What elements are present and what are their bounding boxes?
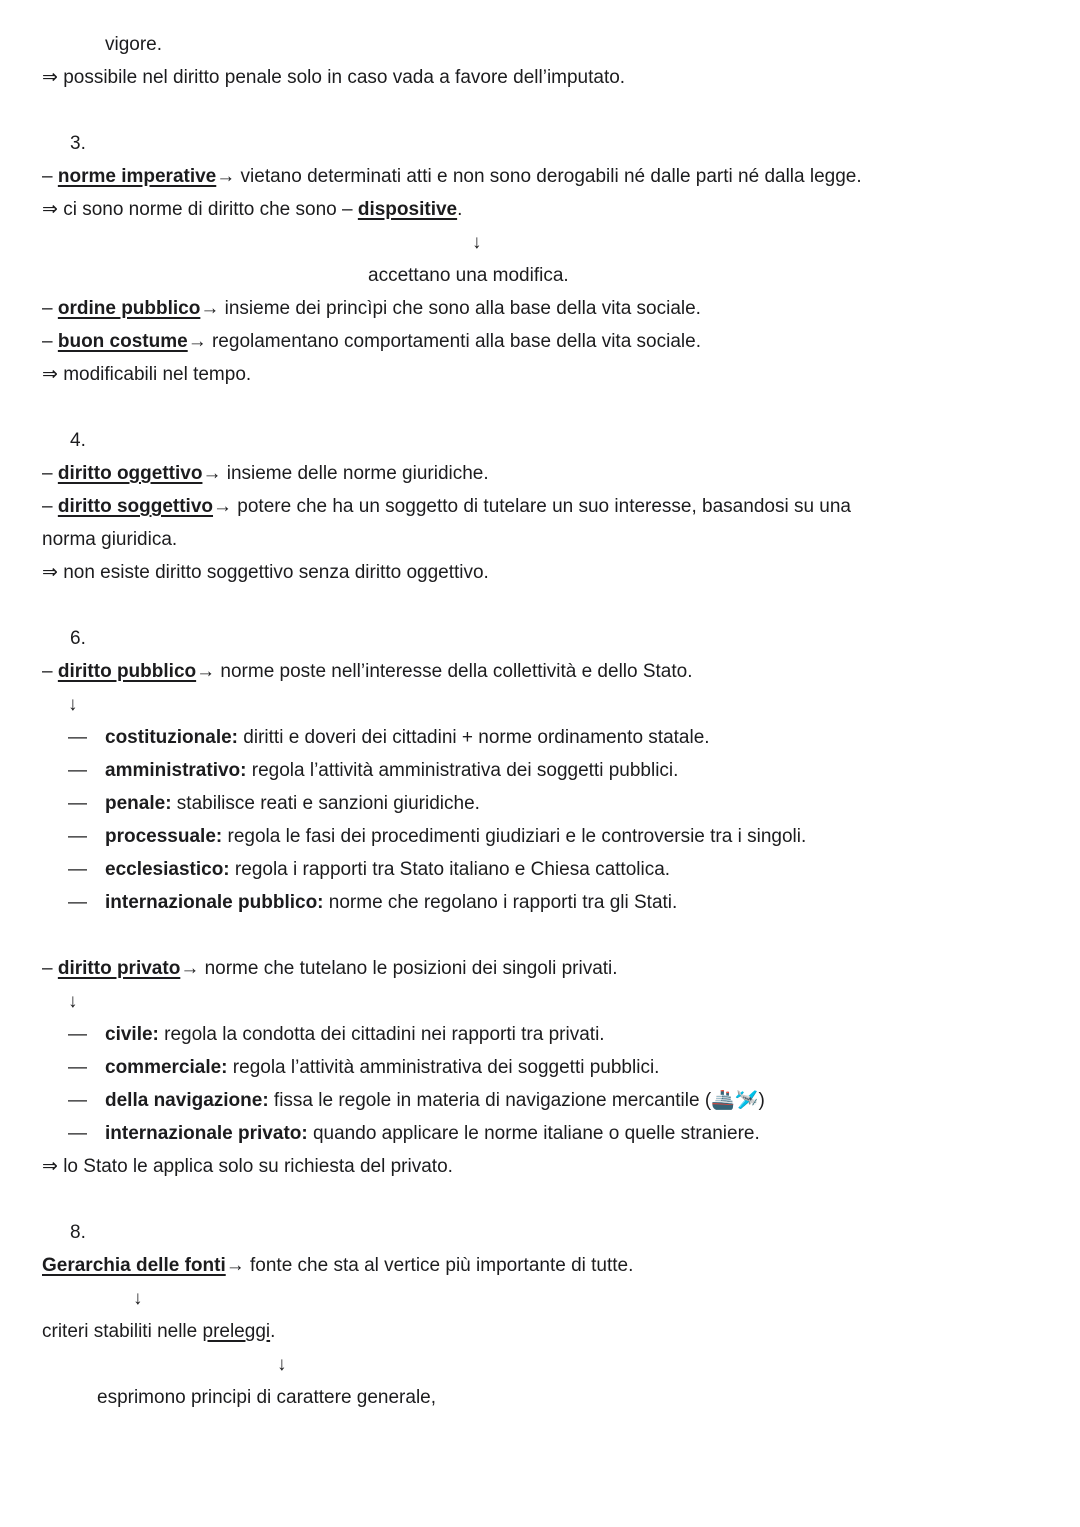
- text-segment: ⇒ lo Stato le applica solo su richiesta del privato.: [42, 1156, 453, 1177]
- text-segment: accettano una modifica.: [368, 265, 569, 286]
- sub-term: civile:: [105, 1024, 159, 1045]
- arrow-right: →: [200, 298, 220, 319]
- blank-line: [42, 1183, 1038, 1216]
- text-segment: norme poste nell’interesse della collettività e dello Stato.: [215, 661, 693, 682]
- text-segment: regolamentano comportamenti alla base della vita sociale.: [206, 331, 701, 352]
- key-term: norme imperative: [57, 166, 217, 187]
- text-segment: esprimono principi di carattere generale,: [97, 1387, 437, 1408]
- text-segment: –: [42, 958, 58, 979]
- document-line: [42, 1249, 1038, 1282]
- key-term: diritto oggettivo: [57, 463, 203, 484]
- document-line: [42, 1150, 1038, 1183]
- document-line: [42, 523, 1038, 556]
- list-dash: —: [68, 892, 87, 913]
- blank-line: [42, 94, 1038, 127]
- arrow-down: ↓: [68, 991, 78, 1012]
- text-segment: –: [42, 661, 58, 682]
- arrow-down: ↓: [277, 1354, 287, 1375]
- key-term: ordine pubblico: [57, 298, 201, 319]
- document-line: [42, 754, 1038, 787]
- document-line: [42, 655, 1038, 688]
- text-segment: norme che regolano i rapporti tra gli Stati.: [323, 892, 678, 913]
- text-segment: norma giuridica.: [42, 529, 178, 550]
- document-line: [42, 1018, 1038, 1051]
- text-segment: regola la condotta dei cittadini nei rapporti tra privati.: [158, 1024, 605, 1045]
- document-line: [42, 226, 1038, 259]
- document-line: [42, 490, 1038, 523]
- list-dash: —: [68, 760, 87, 781]
- key-term: buon costume: [57, 331, 188, 352]
- text-segment: insieme delle norme giuridiche.: [221, 463, 489, 484]
- text-segment: stabilisce reati e sanzioni giuridiche.: [171, 793, 480, 814]
- document-line: [42, 28, 1038, 61]
- sub-term: commerciale:: [105, 1057, 228, 1078]
- document-line: [42, 1051, 1038, 1084]
- document-line: [42, 1117, 1038, 1150]
- sub-term: penale:: [105, 793, 172, 814]
- text-segment: norme che tutelano le posizioni dei singoli privati.: [199, 958, 618, 979]
- text-segment: –: [42, 496, 58, 517]
- sub-term: amministrativo:: [105, 760, 247, 781]
- key-term: dispositive: [357, 199, 458, 220]
- document-line: [42, 886, 1038, 919]
- sub-term: della navigazione:: [105, 1090, 269, 1111]
- document-line: [42, 61, 1038, 94]
- text-segment: fissa le regole in materia di navigazione mercantile (: [268, 1090, 712, 1111]
- text-segment: regola l’attività amministrativa dei soggetti pubblici.: [246, 760, 679, 781]
- key-term: preleggi: [202, 1321, 271, 1342]
- text-segment: fonte che sta al vertice più importante di tutte.: [244, 1255, 634, 1276]
- document-line: [42, 424, 1038, 457]
- text-segment: criteri stabiliti nelle: [42, 1321, 203, 1342]
- text-segment: potere che ha un soggetto di tutelare un suo interesse, basandosi su una: [232, 496, 851, 517]
- arrow-down: ↓: [472, 232, 482, 253]
- document-line: [42, 787, 1038, 820]
- list-dash: —: [68, 793, 87, 814]
- arrow-right: →: [213, 496, 233, 517]
- arrow-right: →: [202, 463, 222, 484]
- document-line: [42, 1084, 1038, 1117]
- key-term: diritto soggettivo: [57, 496, 214, 517]
- document-line: [42, 853, 1038, 886]
- document-line: [42, 985, 1038, 1018]
- section-number: 8.: [70, 1222, 86, 1243]
- arrow-right: →: [225, 1255, 245, 1276]
- sub-term: processuale:: [105, 826, 223, 847]
- text-segment: vigore.: [105, 34, 163, 55]
- blank-line: [42, 391, 1038, 424]
- text-segment: vietano determinati atti e non sono derogabili né dalle parti né dalla legge.: [235, 166, 862, 187]
- document-line: [42, 193, 1038, 226]
- blank-line: [42, 589, 1038, 622]
- document-line: [42, 952, 1038, 985]
- text-segment: ⇒ possibile nel diritto penale solo in caso vada a favore dell’imputato.: [42, 67, 626, 88]
- text-segment: –: [42, 463, 58, 484]
- text-segment: –: [42, 166, 58, 187]
- sub-term: internazionale pubblico:: [105, 892, 324, 913]
- text-segment: insieme dei princìpi che sono alla base della vita sociale.: [219, 298, 701, 319]
- list-dash: —: [68, 1057, 87, 1078]
- document-line: [42, 721, 1038, 754]
- section-number: 3.: [70, 133, 86, 154]
- text-segment: regola l’attività amministrativa dei soggetti pubblici.: [227, 1057, 660, 1078]
- text-segment: ⇒ modificabili nel tempo.: [42, 364, 252, 385]
- key-term: diritto pubblico: [57, 661, 197, 682]
- arrow-down: ↓: [133, 1288, 143, 1309]
- sub-term: internazionale privato:: [105, 1123, 308, 1144]
- text-segment: ⇒ non esiste diritto soggettivo senza diritto oggettivo.: [42, 562, 489, 583]
- text-segment: diritti e doveri dei cittadini + norme ordinamento statale.: [238, 727, 710, 748]
- text-segment: –: [42, 331, 58, 352]
- section-number: 4.: [70, 430, 86, 451]
- text-segment: .: [270, 1321, 276, 1342]
- document-line: [42, 1381, 1038, 1414]
- section-number: 6.: [70, 628, 86, 649]
- document-line: [42, 1282, 1038, 1315]
- blank-line: [42, 919, 1038, 952]
- text-segment: ): [758, 1090, 765, 1111]
- document-line: [42, 622, 1038, 655]
- document-line: [42, 688, 1038, 721]
- key-term: diritto privato: [57, 958, 181, 979]
- arrow-down: ↓: [68, 694, 78, 715]
- list-dash: —: [68, 1024, 87, 1045]
- document-line: [42, 1315, 1038, 1348]
- document-line: [42, 556, 1038, 589]
- key-term: Gerarchia delle fonti: [42, 1255, 226, 1276]
- list-dash: —: [68, 1090, 87, 1111]
- document-line: [42, 457, 1038, 490]
- text-segment: regola i rapporti tra Stato italiano e Chiesa cattolica.: [229, 859, 671, 880]
- arrow-right: →: [216, 166, 236, 187]
- ship-plane-emoji: 🚢🛩️: [711, 1090, 759, 1111]
- list-dash: —: [68, 727, 87, 748]
- list-dash: —: [68, 859, 87, 880]
- arrow-right: →: [196, 661, 216, 682]
- text-segment: ⇒ ci sono norme di diritto che sono –: [42, 199, 358, 220]
- text-segment: quando applicare le norme italiane o quelle straniere.: [307, 1123, 760, 1144]
- document-line: [42, 325, 1038, 358]
- document-line: [42, 259, 1038, 292]
- text-segment: .: [457, 199, 463, 220]
- arrow-right: →: [180, 958, 200, 979]
- list-dash: —: [68, 826, 87, 847]
- document-lines: [42, 28, 1038, 1414]
- document-line: [42, 1216, 1038, 1249]
- document-line: [42, 1348, 1038, 1381]
- document-line: [42, 358, 1038, 391]
- document-line: [42, 820, 1038, 853]
- document-line: [42, 160, 1038, 193]
- document-line: [42, 127, 1038, 160]
- sub-term: ecclesiastico:: [105, 859, 230, 880]
- sub-term: costituzionale:: [105, 727, 239, 748]
- list-dash: —: [68, 1123, 87, 1144]
- text-segment: –: [42, 298, 58, 319]
- text-segment: regola le fasi dei procedimenti giudiziari e le controversie tra i singoli.: [222, 826, 807, 847]
- document-line: [42, 292, 1038, 325]
- arrow-right: →: [187, 331, 207, 352]
